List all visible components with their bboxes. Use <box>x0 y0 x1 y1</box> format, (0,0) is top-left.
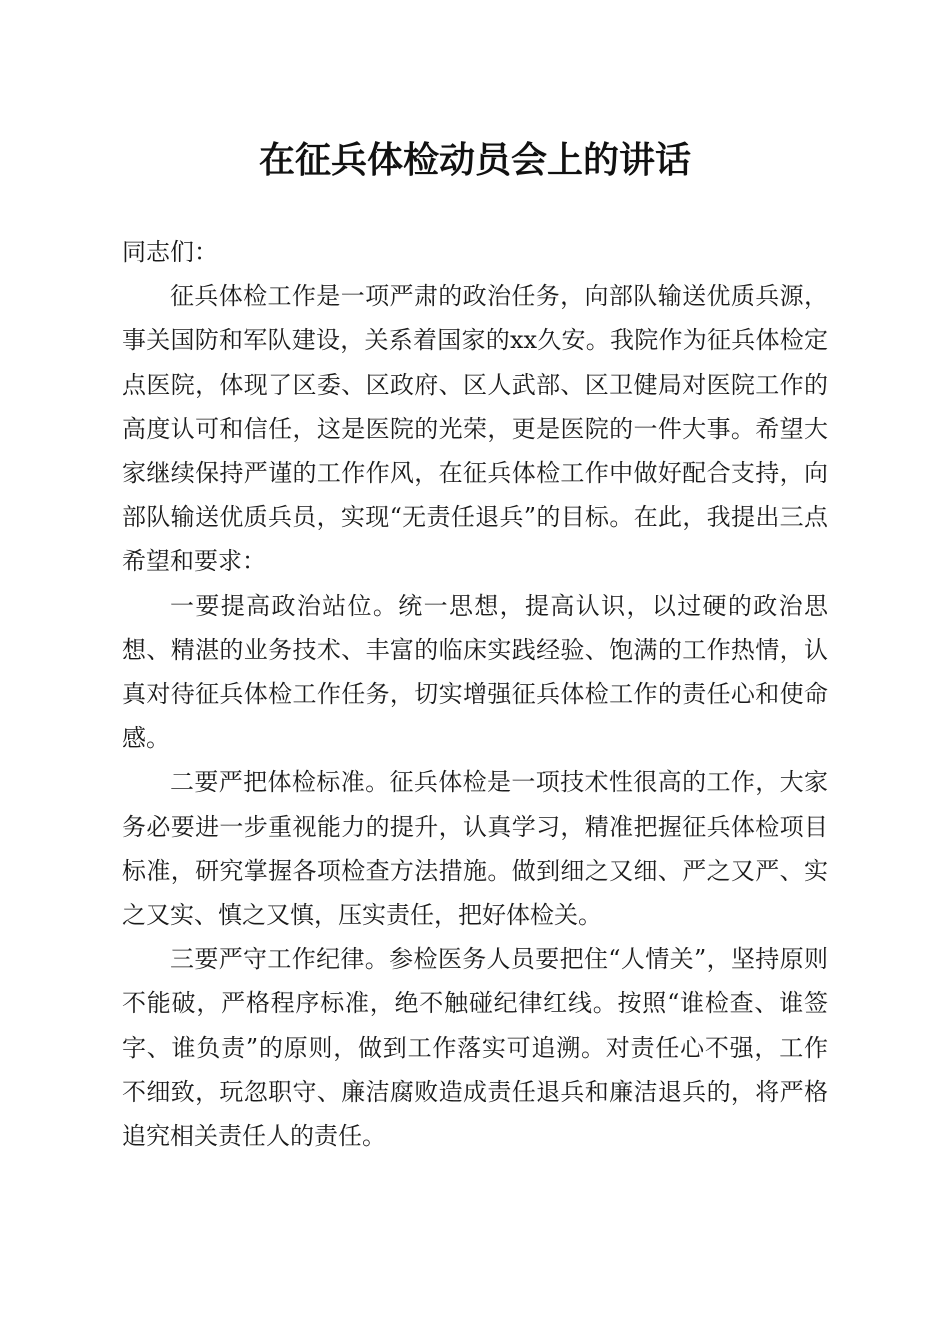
paragraph-point-three: 三要严守工作纪律。参检医务人员要把住“人情关”，坚持原则不能破，严格程序标准，绝不触碰纪律红线。按照“谁检查、谁签字、谁负责”的原则，做到工作落实可追溯。对责任心不强，工作不细致，玩忽职守、廉洁腐败造成责任退兵和廉洁退兵的，将严格追究相关责任人的责任。 <box>122 945 828 1151</box>
document-title: 在征兵体检动员会上的讲话 <box>258 139 691 181</box>
paragraph-point-two: 二要严把体检标准。征兵体检是一项技术性很高的工作，大家务必要进一步重视能力的提升，认真学习，精准把握征兵体检项目标准，研究掌握各项检查方法措施。做到细之又细、严之又严、实之又实、慎之又慎，压实责任，把好体检关。 <box>122 768 828 930</box>
paragraph-point-one: 一要提高政治站位。统一思想，提高认识，以过硬的政治思想、精湛的业务技术、丰富的临床实践经验、饱满的工作热情，认真对待征兵体检工作任务，切实增强征兵体检工作的责任心和使命感。 <box>122 591 828 753</box>
salutation: 同志们： <box>122 238 218 266</box>
document-body <box>122 230 828 1158</box>
paragraph-intro: 征兵体检工作是一项严肃的政治任务，向部队输送优质兵源，事关国防和军队建设，关系着国家的xx久安。我院作为征兵体检定点医院，体现了区委、区政府、区人武部、区卫健局对医院工作的高度认可和信任，这是医院的光荣，更是医院的一件大事。希望大家继续保持严谨的工作作风，在征兵体检工作中做好配合支持，向部队输送优质兵员，实现“无责任退兵”的目标。在此，我提出三点希望和要求： <box>122 282 828 576</box>
